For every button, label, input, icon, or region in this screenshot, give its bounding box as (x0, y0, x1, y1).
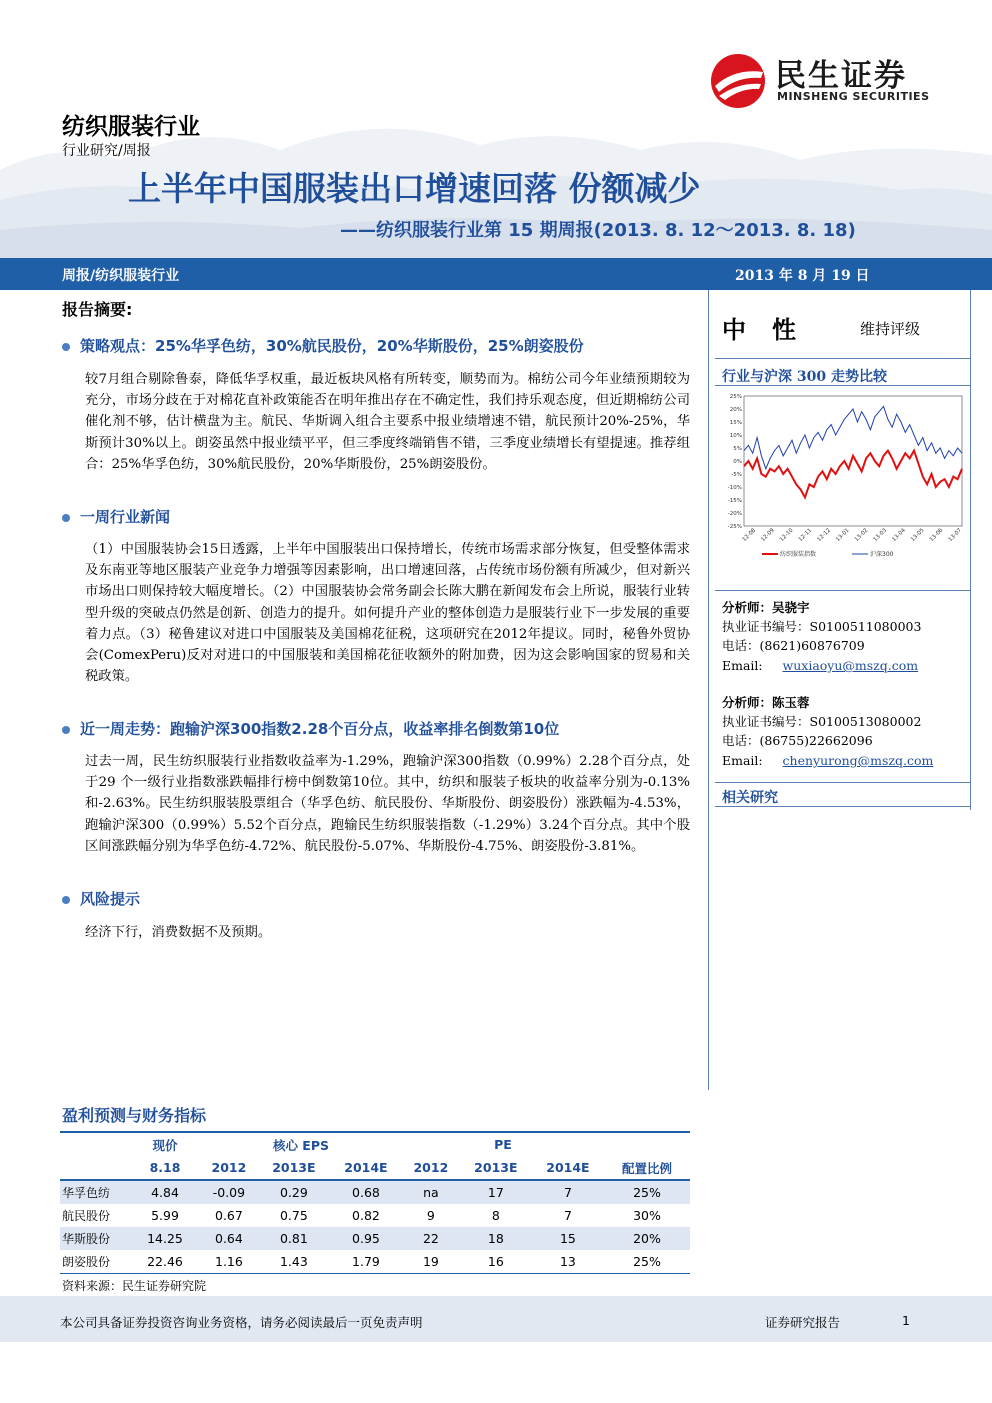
x-tick-label: 13-02 (853, 527, 870, 544)
footer-report-type: 证券研究报告 (765, 1315, 841, 1330)
analyst1-email-link[interactable]: wuxiaoyu@mszq.com (782, 658, 919, 673)
y-tick-label: -10% (727, 485, 742, 491)
table-row: 华孚色纺 4.84 -0.09 0.29 0.68 na 17 7 25% (60, 1180, 690, 1204)
table-header-row (60, 1132, 690, 1156)
col-sub: 配置比例 (604, 1156, 690, 1180)
rating-note: 维持评级 (860, 320, 921, 338)
section-body-risk: 经济下行，消费数据不及预期。 (85, 925, 272, 940)
analyst2-email-link[interactable]: chenyurong@mszq.com (782, 753, 934, 768)
sidebar-border (970, 290, 971, 810)
y-tick-label: -25% (727, 524, 742, 530)
bar-date: 2013 年 8 月 19 日 (735, 268, 870, 284)
y-tick-label: -15% (727, 498, 742, 504)
x-tick-label: 12-11 (797, 527, 814, 544)
col-sub: 2013E (258, 1156, 330, 1180)
y-tick-label: 10% (729, 433, 742, 439)
col-sub: 2014E (532, 1156, 604, 1180)
analyst2-email-row: Email: chenyurong@mszq.com (722, 753, 934, 768)
x-tick-label: 13-01 (835, 527, 851, 544)
col-head-price: 现价 (130, 1132, 200, 1156)
section-body-trend: 过去一周，民生纺织服装行业指数收益率为-1.29%，跑输沪深300指数（0.99%）2.28个百分点，处于29 个一级行业指数涨跌幅排行榜中倒数第10位。其中，纺织和服装子板块的收益率分别为-0.13%和-2.63%。民生纺织服装股票组合（华孚色纺、航民股份、华斯股份、朗姿股份）涨跌幅为-4.53%，跑输沪深300（0.99%）5.52个百分点，跑输民生纺织服装指数（-1.29%）3.24个百分点。其中个股区间涨跌幅分别为华孚色纺-4.72%、航民股份-5.07%、华斯股份-4.75%、朗姿股份-3.81%。 (85, 754, 690, 854)
sidebar-rule (715, 385, 970, 386)
col-sub: 2012 (200, 1156, 258, 1180)
summary-heading: 报告摘要: (62, 300, 133, 319)
bullet-dot-icon (62, 896, 70, 904)
report-subtitle: ——纺织服装行业第 15 期周报(2013. 8. 12～2013. 8. 18) (340, 220, 856, 241)
x-tick-label: 12-12 (816, 527, 832, 544)
y-tick-label: 20% (729, 407, 742, 413)
section-body-news: （1）中国服装协会15日透露，上半年中国服装出口保持增长，传统市场需求部分恢复，但受整体需求及东南亚等地区服装产业竞争力增强等因素影响，出口增速回落，占传统市场份额有所减少，但对新兴市场出口则保持较大幅度增长。（2）中国服装协会常务副会长陈大鹏在新闻发布会上所说，服装行业转型升级的突破点仍然是创新、创造力的提升。如何提升产业的整体创造力是服装行业下一步发展的重要着力点。（3）秘鲁建议对进口中国服装及美国棉花征税，这项研究在2012年提议。同时，秘鲁外贸协会(ComexPeru)反对对进口的中国服装和美国棉花征收额外的附加费，因为这会影响国家的贸易和关税政策。 (85, 542, 690, 685)
y-tick-label: 25% (729, 394, 742, 400)
section-body-strategy: 较7月组合剔除鲁泰，降低华孚权重，最近板块风格有所转变，顺势而为。棉纺公司今年业绩预期较为充分，市场分歧在于对棉花直补政策能否在明年推出存在不确定性，我们持乐观态度，但近期棉纺公司催化剂不够，估计横盘为主。航民、华斯调入组合主要系中报业绩增速不错，航民预计20%-25%，华斯预计30%以上。朗姿虽然中报业绩平平，但三季度终端销售不错，三季度业绩增长有望提速。推荐组合：25%华孚色纺，30%航民股份，20%华斯股份，25%朗姿股份。 (85, 372, 690, 472)
col-head-pe: PE (402, 1132, 604, 1156)
analyst2-cert: 执业证书编号：S0100513080002 (722, 714, 922, 729)
x-tick-label: 12-09 (760, 527, 776, 544)
bullet-dot-icon (62, 343, 70, 351)
x-tick-label: 13-03 (872, 527, 889, 544)
sidebar-rule (715, 590, 970, 591)
analyst1-phone: 电话：(8621)60876709 (722, 638, 865, 653)
footer-disclaimer: 本公司具备证券投资咨询业务资格，请务必阅读最后一页免责声明 (60, 1315, 423, 1330)
report-title: 上半年中国服装出口增速回落 份额减少 (128, 169, 701, 208)
y-tick-label: 15% (729, 420, 742, 426)
y-tick-label: 0% (733, 459, 742, 465)
y-tick-label: 5% (733, 446, 742, 452)
analyst1-cert: 执业证书编号：S0100511080003 (722, 619, 922, 634)
sidebar-rule (715, 806, 970, 807)
col-sub: 2012 (402, 1156, 460, 1180)
legend-label: 纺织服装指数 (780, 551, 817, 558)
trend-chart (722, 388, 967, 573)
table-row: 朗姿股份 22.46 1.16 1.43 1.79 19 16 13 25% (60, 1250, 690, 1274)
x-tick-label: 13-05 (910, 527, 926, 544)
section-head-strategy: 策略观点：25%华孚色纺，30%航民股份，20%华斯股份，25%朗姿股份 (62, 335, 584, 356)
col-sub: 2014E (330, 1156, 402, 1180)
logo-text-cn: 民生证券 (775, 58, 907, 94)
x-tick-label: 13-06 (928, 527, 945, 544)
y-tick-label: -20% (727, 511, 742, 517)
page-number: 1 (902, 1313, 910, 1328)
table-title: 盈利预测与财务指标 (62, 1106, 207, 1125)
col-sub: 2013E (460, 1156, 532, 1180)
sidebar-rule (715, 358, 970, 359)
x-tick-label: 13-04 (891, 527, 907, 544)
industry-name: 纺织服装行业 (62, 114, 200, 140)
sidebar-rule (715, 782, 970, 783)
col-sub: 8.18 (130, 1156, 200, 1180)
table-row: 华斯股份 14.25 0.64 0.81 0.95 22 18 15 20% (60, 1227, 690, 1250)
financial-table (60, 1131, 690, 1274)
rating: 中性 (722, 316, 822, 344)
related-research-heading: 相关研究 (722, 790, 778, 806)
x-tick-label: 12-10 (778, 527, 795, 544)
table-subheader-row (60, 1156, 690, 1180)
logo-text-en: MINSHENG SECURITIES (777, 90, 930, 103)
analyst1-email-row: Email: wuxiaoyu@mszq.com (722, 658, 919, 673)
bar-category: 周报/纺织服装行业 (62, 268, 180, 284)
analyst2-name: 分析师：陈玉蓉 (722, 695, 810, 710)
section-head-trend: 近一周走势：跑输沪深300指数2.28个百分点，收益率排名倒数第10位 (62, 718, 559, 739)
column-divider (708, 290, 709, 1090)
chart-plot-frame (744, 396, 962, 526)
section-head-news: 一周行业新闻 (62, 506, 170, 527)
analyst2-phone: 电话：(86755)22662096 (722, 733, 873, 748)
bullet-dot-icon (62, 726, 70, 734)
report-type: 行业研究/周报 (62, 143, 151, 159)
table-row: 航民股份 5.99 0.67 0.75 0.82 9 8 7 30% (62, 1208, 661, 1223)
x-tick-label: 13-07 (947, 527, 964, 544)
y-tick-label: -5% (731, 472, 742, 478)
table-source: 资料来源：民生证券研究院 (62, 1279, 207, 1293)
chart-heading: 行业与沪深 300 走势比较 (722, 369, 887, 385)
series-line-1 (744, 451, 962, 498)
x-tick-label: 12-08 (741, 527, 758, 544)
bullet-dot-icon (62, 514, 70, 522)
section-head-risk: 风险提示 (62, 888, 140, 909)
series-line-0 (744, 406, 962, 468)
analyst1-name: 分析师：吴骁宇 (722, 600, 810, 615)
col-head-eps: 核心 EPS (200, 1132, 402, 1156)
legend-label: 沪深300 (870, 551, 894, 558)
